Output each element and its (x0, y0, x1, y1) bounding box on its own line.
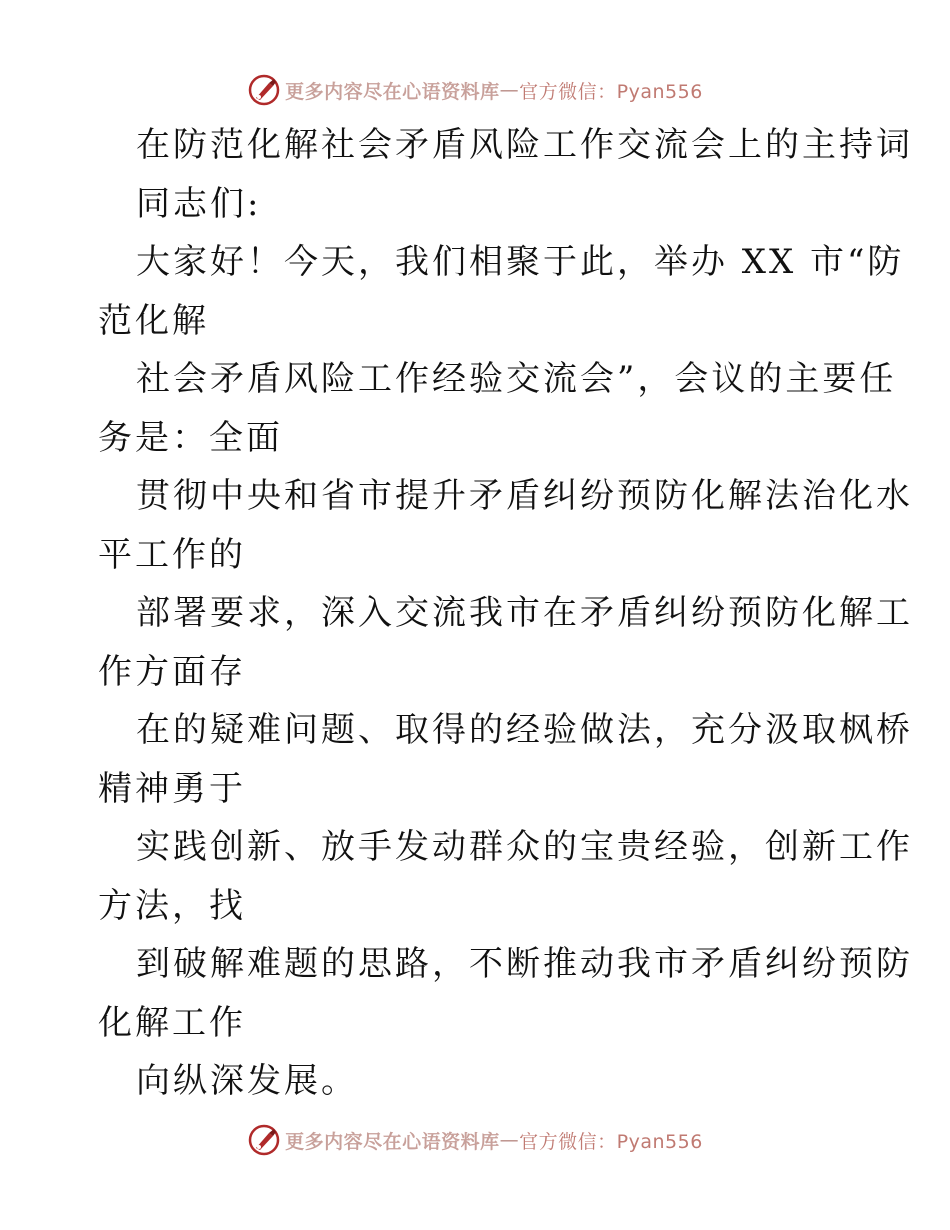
banner-main-text: 更多内容尽在心语资料库 (285, 1130, 500, 1153)
footer-watermark-banner (0, 1120, 950, 1160)
banner-wechat-handle: 官方微信：Pyan556 (519, 1130, 703, 1153)
quill-pen-logo-icon (247, 73, 281, 107)
header-watermark-banner (0, 70, 950, 110)
document-title: 在防范化解社会矛盾风险工作交流会上的主持词 (136, 125, 913, 165)
paragraph-line: 部署要求，深入交流我市在矛盾纠纷预防化解工 (136, 593, 913, 633)
paragraph-line: 向纵深发展。 (136, 1061, 358, 1101)
salutation: 同志们: (136, 183, 262, 224)
paragraph-line: 大家好！今天，我们相聚于此，举办 XX 市“防 (136, 242, 905, 282)
banner-main-text: 更多内容尽在心语资料库 (285, 80, 500, 103)
paragraph-line: 实践创新、放手发动群众的宝贵经验，创新工作 (136, 827, 913, 867)
paragraph-line: 方法，找 (98, 885, 246, 926)
paragraph-line: 务是：全面 (98, 417, 283, 458)
banner-dash: — (499, 1129, 520, 1151)
banner-wechat-handle: 官方微信：Pyan556 (519, 80, 703, 103)
document-body (98, 116, 913, 1111)
paragraph-line: 到破解难题的思路，不断推动我市矛盾纠纷预防 (136, 944, 913, 984)
banner-dash: — (499, 79, 520, 101)
paragraph-line: 在的疑难问题、取得的经验做法，充分汲取枫桥 (136, 710, 913, 750)
paragraph-line: 化解工作 (98, 1002, 246, 1043)
paragraph-line: 范化解 (98, 300, 209, 341)
paragraph-line: 平工作的 (98, 534, 246, 575)
paragraph-line: 作方面存 (98, 651, 246, 692)
paragraph-line: 社会矛盾风险工作经验交流会”，会议的主要任 (136, 359, 897, 399)
quill-pen-logo-icon (247, 1123, 281, 1157)
paragraph-line: 贯彻中央和省市提升矛盾纠纷预防化解法治化水 (136, 476, 913, 516)
paragraph-line: 精神勇于 (98, 768, 246, 809)
